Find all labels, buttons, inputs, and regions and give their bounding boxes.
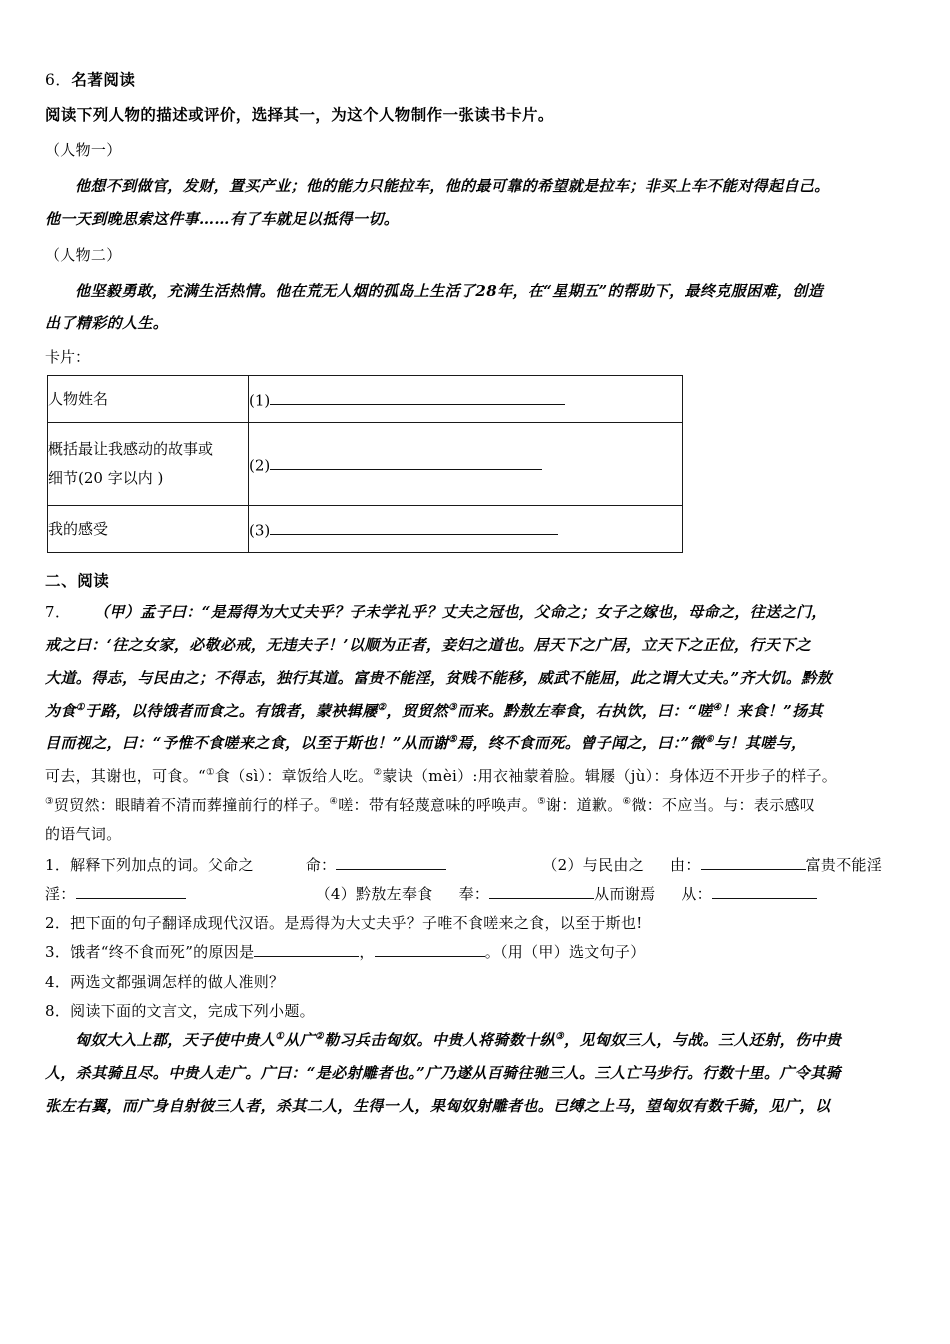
card-row-1-answer-blank[interactable] — [270, 390, 565, 405]
person-1-passage-line-2: 他一天到晚思索这件事……有了车就足以抵得一切。 — [45, 209, 400, 228]
footnote-marker: ④ — [329, 795, 339, 807]
person-2-passage — [45, 277, 907, 306]
person-2-passage-line-1: 他坚毅勇敢，充满生活热情。他在荒无人烟的孤岛上生活了28年，在“星期五”的帮助下，最终克服困难，创造 — [75, 281, 824, 300]
q7-sub-3 — [45, 938, 907, 967]
card-row-2-marker: (2) — [249, 455, 271, 474]
card-row-2-answer-blank[interactable] — [270, 455, 542, 470]
q7-sub-1-part5: 从而谢焉 — [594, 884, 656, 903]
footnote-marker: ① — [275, 1031, 285, 1043]
q7-sub-1-blank-yin[interactable] — [76, 884, 186, 899]
card-row-2-value[interactable] — [249, 423, 683, 506]
footnote-marker: ⑤ — [448, 734, 458, 746]
q7-sub-3-tail: 。（用（甲）选文句子） — [484, 943, 646, 962]
footnote-marker: ② — [315, 1031, 325, 1043]
q7-sub-1-label-cong: 从： — [681, 884, 712, 903]
person-2-passage-line-2: 出了精彩的人生。 — [45, 314, 169, 333]
question-7-line-5-wrap — [45, 729, 907, 758]
reading-card-table — [47, 375, 683, 553]
card-row-3-key: 我的感受 — [48, 506, 249, 553]
card-row-2-key-line-2: 细节(20 字以内 ) — [48, 469, 164, 488]
q7-sub-1-stem: 1．解释下列加点的词。父命之 — [45, 855, 254, 874]
question-7-line-6: 可去，其谢也，可食。“①食（sì）：章饭给人吃。②蒙诀（mèi）:用衣袖蒙着脸。辑屦（jù）：身体迈不开步子的样子。 — [45, 767, 838, 786]
question-7-line-2-wrap — [45, 631, 907, 660]
q7-sub-1-blank-you[interactable] — [701, 855, 806, 870]
footnote-marker: ⑥ — [622, 795, 632, 807]
q7-sub-1-tail: 富贵不能淫 — [805, 855, 883, 874]
question-8-line-2-wrap — [45, 1059, 907, 1088]
question-6-number: 6． — [45, 71, 72, 89]
person-2-passage-cont — [45, 309, 907, 338]
question-8-line-2: 人，杀其骑且尽。中贵人走广。广曰：“是必射雕者也。”广乃遂从百骑往驰三人。三人亡马步行。行数十里。广令其骑 — [45, 1063, 841, 1082]
question-7-number: 7． — [45, 603, 71, 622]
table-row — [48, 506, 683, 553]
question-8-line-1: 匈奴大入上郡，天子使中贵人①从广②勒习兵击匈奴。中贵人将骑数十纵③，见匈奴三人，与战。三人还射，伤中贵 — [75, 1031, 842, 1050]
question-6-heading — [45, 68, 907, 90]
question-7-line-4-wrap — [45, 697, 907, 726]
question-7-line-3: 大道。得志，与民由之；不得志，独行其道。富贵不能淫，贫贱不能移，威武不能屈，此之谓大丈夫。”齐大饥。黔敖 — [45, 668, 832, 687]
question-7-passage — [45, 598, 907, 627]
q7-sub-1-line-2 — [45, 880, 907, 909]
footnote-marker: ① — [205, 767, 215, 779]
question-8-number: 8． — [45, 1001, 71, 1020]
footnote-marker: ① — [75, 701, 85, 713]
card-row-1-marker: (1) — [249, 390, 271, 409]
q7-sub-1-blank-feng[interactable] — [489, 884, 594, 899]
q7-sub-2: 2．把下面的句子翻译成现代汉语。是焉得为大丈夫乎？子唯不食嗟来之食，以至于斯也! — [45, 914, 643, 933]
q7-sub-1-part2: （2）与民由之 — [542, 855, 645, 874]
person-1-passage-line-1: 他想不到做官，发财，置买产业；他的能力只能拉车，他的最可靠的希望就是拉车；非买上车不能对得起自己。 — [75, 177, 830, 195]
footnote-marker: ③ — [45, 795, 54, 807]
question-7-notes-line-1: ③贸贸然：眼睛着不清而葬撞前行的样子。④嗟：带有轻蔑意味的呼唤声。⑤谢：道歉。⑥微：不应当。与：表示感叹 — [45, 795, 816, 814]
q7-sub-1-blank-ming[interactable] — [336, 855, 446, 870]
q7-sub-3-comma: ， — [359, 943, 375, 962]
person-1-passage-cont — [45, 205, 907, 234]
question-7-notes-line-2: 的语气词。 — [45, 824, 122, 843]
section-2-heading: 二、阅读 — [45, 571, 110, 591]
person-2-label: （人物二） — [45, 245, 122, 264]
q7-sub-1-label-yin: 淫： — [45, 884, 76, 903]
card-row-2-key — [48, 423, 249, 506]
question-7-line-4: 为食①于路，以待饿者而食之。有饿者，蒙袂辑屦②，贸贸然③而来。黔敖左奉食，右执饮，曰：“嗟④！来食！”扬其 — [45, 701, 823, 720]
q7-sub-1-label-you: 由： — [670, 855, 701, 874]
footnote-marker: ④ — [712, 701, 722, 713]
question-7-notes-1-wrap — [45, 791, 907, 820]
question-6-title: 名著阅读 — [71, 70, 136, 89]
person-1-passage — [45, 172, 907, 201]
card-row-3-answer-blank[interactable] — [270, 520, 558, 535]
footnote-marker: ② — [373, 767, 383, 779]
question-7-line-5: 目而视之，曰：“予惟不食嗟来之食，以至于斯也！”从而谢⑤焉，终不食而死。曾子闻之，曰：”微⑥与！其嗟与， — [45, 734, 807, 753]
card-row-1-key: 人物姓名 — [48, 376, 249, 423]
question-8-line-3-wrap — [45, 1092, 907, 1121]
q7-sub-3-blank-2[interactable] — [375, 943, 485, 958]
table-row — [48, 376, 683, 423]
page-content — [45, 68, 907, 1124]
q7-sub-1-part4: （4）黔敖左奉食 — [315, 884, 433, 903]
card-row-2-key-line-1: 概括最让我感动的故事或 — [48, 439, 214, 458]
q7-sub-4: 4．两选文都强调怎样的做人准则？ — [45, 972, 285, 991]
table-row — [48, 423, 683, 506]
card-row-3-value[interactable] — [249, 506, 683, 553]
question-7-line-3-wrap — [45, 664, 907, 693]
card-row-3-marker: (3) — [249, 520, 271, 539]
question-8-prompt-text: 阅读下面的文言文，完成下列小题。 — [70, 1001, 315, 1020]
q7-sub-1-blank-cong[interactable] — [712, 884, 817, 899]
q7-sub-1-label-ming: 命： — [305, 855, 337, 874]
question-7-notes-2-wrap — [45, 820, 907, 849]
question-8-prompt — [45, 997, 907, 1026]
card-label: 卡片： — [45, 348, 91, 367]
footnote-marker: ③ — [448, 701, 458, 713]
question-7-line-2: 戒之曰：‘往之女家，必敬必戒，无违夫子！’以顺为正者，妾妇之道也。居天下之广居，立天下之正位，行天下之 — [45, 635, 811, 654]
question-6-instruction: 阅读下列人物的描述或评价，选择其一，为这个人物制作一张读书卡片。 — [45, 105, 554, 124]
question-8-line-3: 张左右翼，而广身自射彼三人者，杀其二人，生得一人，果匈奴射雕者也。已缚之上马，望匈奴有数千骑，见广，以 — [45, 1096, 831, 1115]
q7-sub-1-label-feng: 奉： — [458, 884, 490, 903]
q7-sub-3-stem: 3．饿者“终不食而死”的原因是 — [45, 943, 255, 962]
footnote-marker: ③ — [555, 1031, 565, 1043]
question-7-line-6-wrap — [45, 762, 907, 791]
person-1-label: （人物一） — [45, 141, 122, 159]
q7-sub-1-line-1 — [45, 851, 907, 880]
footnote-marker: ⑤ — [537, 795, 547, 807]
footnote-marker: ② — [377, 701, 387, 713]
q7-sub-3-blank-1[interactable] — [254, 943, 359, 958]
card-row-1-value[interactable] — [249, 376, 683, 423]
footnote-marker: ⑥ — [705, 734, 715, 746]
question-7-line-1: （甲）孟子曰：“是焉得为大丈夫乎？子未学礼乎？丈夫之冠也，父命之；女子之嫁也，母命之，往送之门， — [93, 603, 827, 622]
question-8-passage — [45, 1026, 907, 1055]
